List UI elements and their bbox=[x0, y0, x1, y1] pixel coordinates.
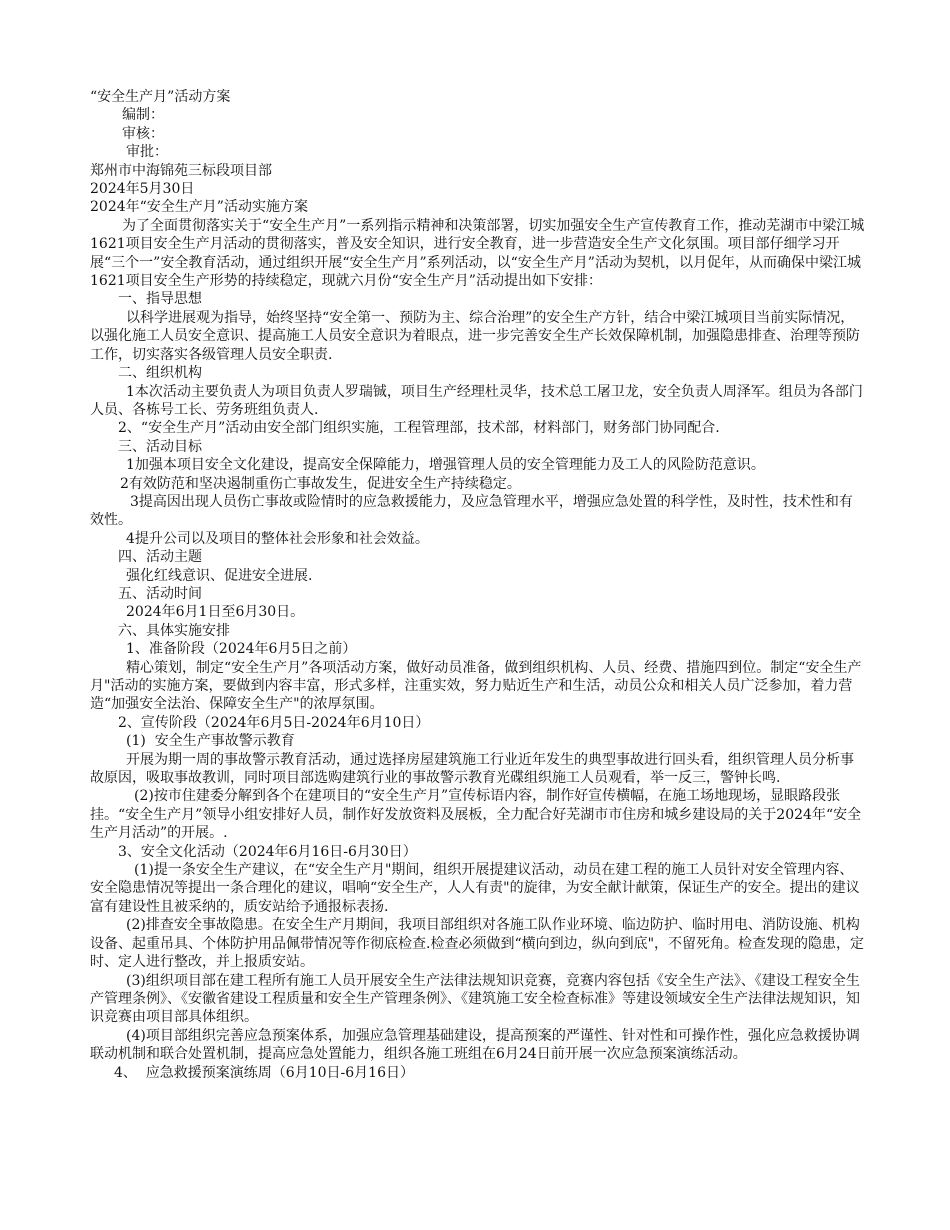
theme-paragraph: 强化红线意识、促进安全进展. bbox=[126, 567, 313, 584]
culture-paragraph-3: (3)组织项目部在建工程所有施工人员开展安全生产法律法规知识竞赛，竞赛内容包括《安全生产法》、《建设工程安全生产管理条例》、《安徽省建设工程质量和安全生产管理条例》、《建筑施工安全检查标准》等建设领域安全生产法律法规知识，知识竞赛由项目部具体组织。 bbox=[90, 972, 860, 1026]
publicity-subheading-1: (1) 安全生产事故警示教育 bbox=[126, 733, 295, 750]
approved-by-label: 审批： bbox=[126, 144, 168, 161]
organization-paragraph-2: 2、“安全生产月”活动由安全部门组织实施，工程管理部，技术部，材料部门，财务部门协同配合. bbox=[118, 420, 720, 437]
compiled-by-label: 编制： bbox=[122, 107, 164, 124]
time-paragraph: 2024年6月1日至6月30日。 bbox=[126, 604, 305, 621]
section-heading-organization: 二、组织机构 bbox=[118, 365, 202, 382]
intro-paragraph: 为了全面贯彻落实关于“安全生产月”一系列指示精神和决策部署，切实加强安全生产宣传教育工作，推动芜湖市中梁江城1621项目安全生产月活动的贯彻落实，普及安全知识，进行安全教育，进一步营造安全生产文化氛围。项目部仔细学习开展“三个一”安全教育活动，通过组织开展“安全生产月”系列活动，以“安全生产月”活动为契机，以月促年，从而确保中梁江城1621项目安全生产形势的持续稳定，现就六月份“安全生产月”活动提出如下安排： bbox=[90, 217, 865, 290]
stage-heading-culture: 3、安全文化活动（2024年6月16日-6月30日） bbox=[118, 843, 417, 860]
stage-heading-publicity: 2、宣传阶段（2024年6月5日-2024年6月10日） bbox=[118, 714, 430, 731]
goal-paragraph-1: 1加强本项目安全文化建设，提高安全保障能力，增强管理人员的安全管理能力及工人的风险防范意识。 bbox=[126, 457, 765, 474]
doc-title: “安全生产月”活动方案 bbox=[90, 89, 231, 105]
reviewed-by-label: 审核： bbox=[122, 125, 164, 142]
document-page bbox=[90, 88, 865, 1082]
culture-paragraph-1: (1)提一条安全生产建议，在“安全生产月"期间，组织开展提建议活动，动员在建工程的施工人员针对安全管理内容、安全隐患情况等提出一条合理化的建议，唱响“安全生产，人人有责"的旋律，为安全献计献策，保证生产的安全。提出的建议富有建设性且被采纳的，质安站给予通报标表扬. bbox=[90, 862, 860, 915]
stage-heading-preparation: 1、准备阶段（2024年6月5日之前） bbox=[126, 641, 357, 658]
section-heading-implementation: 六、具体实施安排 bbox=[118, 622, 230, 639]
section-heading-goals: 三、活动目标 bbox=[118, 438, 202, 455]
goal-paragraph-2: 2有效防范和坚决遏制重伤亡事故发生，促进安全生产持续稳定。 bbox=[120, 475, 521, 492]
publicity-paragraph-2: (2)按市住建委分解到各个在建项目的“安全生产月”宣传标语内容，制作好宣传横幅，在施工场地现场，显眼路段张挂。“安全生产月”领导小组安排好人员，制作好发放资料及展板，全力配合好芜湖市市住房和城乡建设局的关于2024年“安全生产月活动”的开展。. bbox=[90, 788, 862, 842]
guiding-ideology-paragraph: 以科学进展观为指导，始终坚持“安全第一、预防为主、综合治理”的安全生产方针，结合中梁江城项目当前实际情况，以强化施工人员安全意识、提高施工人员安全意识为着眼点，进一步完善安全生产长效保障机制，加强隐患排查、治理等预防工作，切实落实各级管理人员安全职责. bbox=[90, 309, 860, 363]
culture-paragraph-4: (4)项目部组织完善应急预案体系，加强应急管理基础建设，提高预案的严谨性、针对性和可操作性，强化应急救援协调联动机制和联合处置机制，提高应急处置能力，组织各施工班组在6月24日前开展一次应急预案演练活动。 bbox=[90, 1027, 860, 1063]
culture-paragraph-2: (2)排查安全事故隐患。在安全生产月期间，我项目部组织对各施工队作业环境、临边防护、临时用电、消防设施、机构设备、起重吊具、个体防护用品佩带情况等作彻底检查.检查必须做到“横向到边，纵向到底"，不留死角。检查发现的隐患，定时、定人进行整改，并上报质安站。 bbox=[90, 917, 865, 971]
stage-heading-emergency-drill: 4、 应急救援预案演练周（6月10日-6月16日） bbox=[114, 1064, 414, 1081]
goal-paragraph-4: 4提升公司以及项目的整体社会形象和社会效益。 bbox=[126, 530, 429, 547]
organization-paragraph-1: 1本次活动主要负责人为项目负责人罗瑞铖，项目生产经理杜灵华，技术总工屠卫龙，安全负责人周泽军。组员为各部门人员、各栋号工长、劳务班组负责人. bbox=[90, 383, 863, 418]
goal-paragraph-3: 3提高因出现人员伤亡事故或险情时的应急救援能力，及应急管理水平，增强应急处置的科学性，及时性，技术性和有效性。 bbox=[90, 493, 853, 529]
document-date: 2024年5月30日 bbox=[90, 181, 195, 198]
organization-name: 郑州市中海锦苑三标段项目部 bbox=[90, 162, 272, 179]
section-heading-guiding-ideology: 一、指导思想 bbox=[118, 291, 202, 308]
section-heading-theme: 四、活动主题 bbox=[118, 549, 202, 566]
preparation-paragraph: 精心策划，制定“安全生产月”各项活动方案，做好动员准备，做到组织机构、人员、经费、措施四到位。制定“安全生产月"活动的实施方案，要做到内容丰富，形式多样，注重实效，努力贴近生产和生活，动员公众和相关人员广泛参加，着力营造“加强安全法治、保障安全生产"的浓厚氛围。 bbox=[90, 659, 862, 713]
publicity-paragraph-1: 开展为期一周的事故警示教育活动，通过选择房屋建筑施工行业近年发生的典型事故进行回头看，组织管理人员分析事故原因，吸取事故教训，同时项目部选购建筑行业的事故警示教育光碟组织施工人员观看，举一反三，警钟长鸣. bbox=[90, 751, 854, 787]
section-heading-time: 五、活动时间 bbox=[118, 585, 202, 602]
plan-title: 2024年“安全生产月”活动实施方案 bbox=[90, 199, 308, 216]
